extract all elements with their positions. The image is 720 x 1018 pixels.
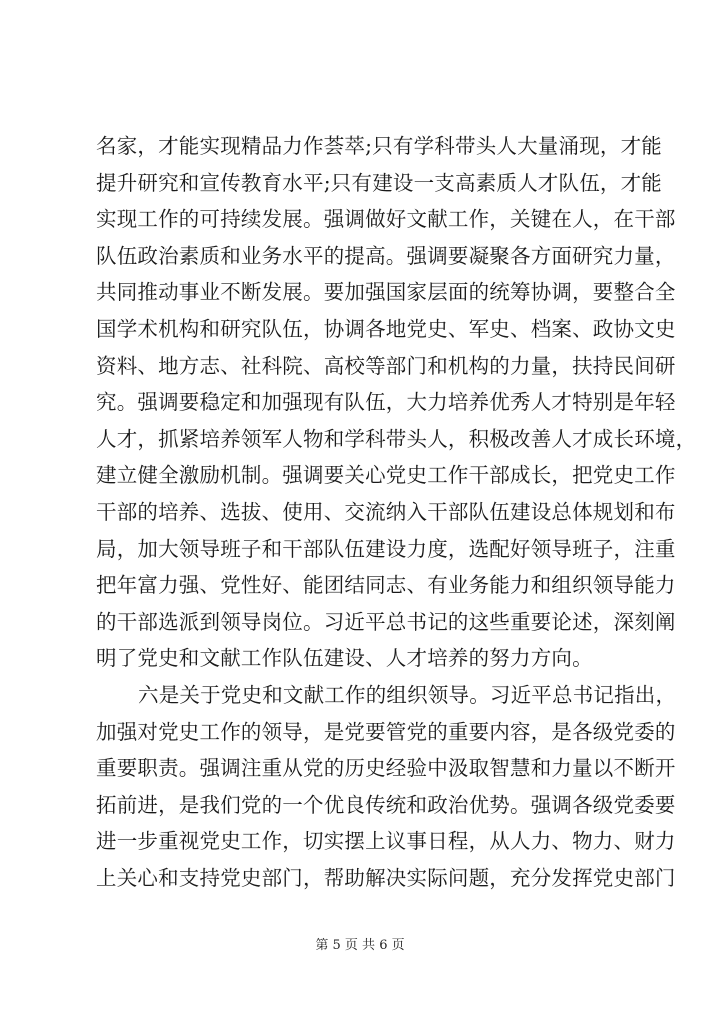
paragraph-start-line: 六是关于党史和文献工作的组织领导。习近平总书记指出， [138, 682, 677, 707]
text-line: 实现工作的可持续发展。强调做好文献工作，关键在人，在干部 [96, 207, 676, 232]
text-line: 资料、地方志、社科院、高校等部门和机构的力量，扶持民间研 [96, 353, 676, 378]
text-line: 上关心和支持党史部门，帮助解决实际问题，充分发挥党史部门 [96, 865, 676, 890]
text-line: 进一步重视党史工作，切实摆上议事日程，从人力、物力、财力 [96, 829, 676, 854]
text-line: 局，加大领导班子和干部队伍建设力度，选配好领导班子，注重 [96, 536, 676, 561]
text-line: 究。强调要稳定和加强现有队伍，大力培养优秀人才特别是年轻 [96, 390, 676, 415]
text-line: 重要职责。强调注重从党的历史经验中汲取智慧和力量以不断开 [96, 756, 676, 781]
text-line: 明了党史和文献工作队伍建设、人才培养的努力方向。 [96, 646, 593, 671]
text-line: 名家，才能实现精品力作荟萃;只有学科带头人大量涌现，才能 [96, 134, 663, 158]
text-line: 把年富力强、党性好、能团结同志、有业务能力和组织领导能力 [96, 573, 676, 598]
text-line: 共同推动事业不断发展。要加强国家层面的统筹协调，要整合全 [96, 280, 676, 305]
text-line: 干部的培养、选拔、使用、交流纳入干部队伍建设总体规划和布 [96, 499, 676, 524]
text-line: 建立健全激励机制。强调要关心党史工作干部成长，把党史工作 [96, 463, 676, 488]
text-line: 人才，抓紧培养领军人物和学科带头人，积极改善人才成长环境， [96, 426, 697, 451]
text-line: 加强对党史工作的领导，是党要管党的重要内容，是各级党委的 [96, 719, 676, 744]
page-number-footer: 第 5 页 共 6 页 [315, 938, 405, 953]
text-line: 拓前进，是我们党的一个优良传统和政治优势。强调各级党委要 [96, 792, 676, 817]
text-line: 队伍政治素质和业务水平的提高。强调要凝聚各方面研究力量， [96, 243, 676, 268]
body-text [96, 128, 697, 896]
text-line: 提升研究和宣传教育水平;只有建设一支高素质人才队伍，才能 [96, 170, 663, 195]
text-line: 的干部选派到领导岗位。习近平总书记的这些重要论述，深刻阐 [96, 609, 676, 634]
text-line: 国学术机构和研究队伍，协调各地党史、军史、档案、政协文史 [96, 316, 676, 341]
